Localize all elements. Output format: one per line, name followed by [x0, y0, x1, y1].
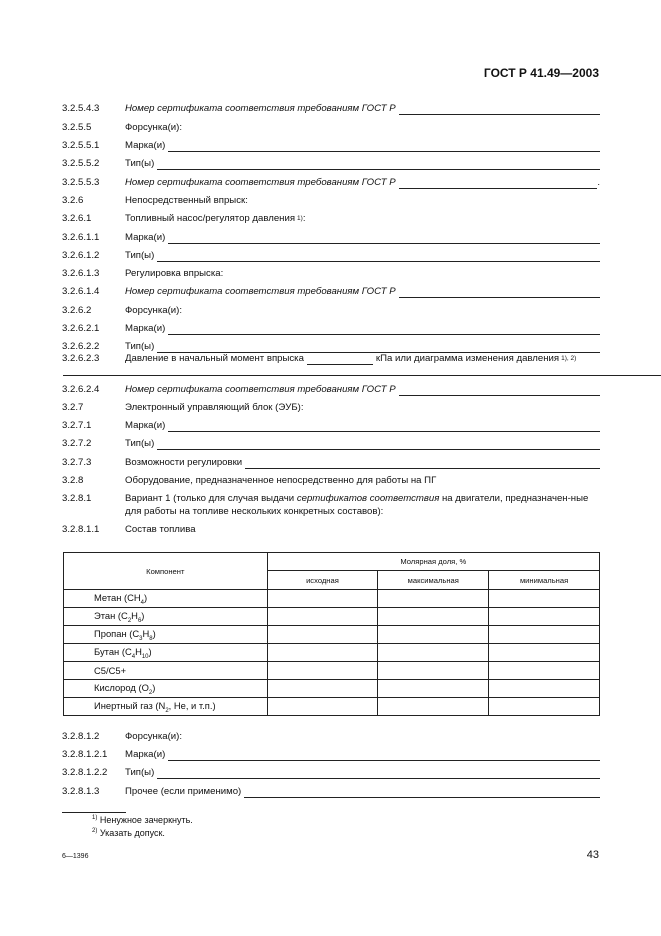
footnote-text: Ненужное зачеркнуть. — [99, 815, 193, 825]
table-cell[interactable] — [267, 680, 378, 698]
field-label: Тип(ы) — [125, 158, 155, 169]
input-line[interactable] — [168, 421, 600, 432]
variant-text-b: на двигатели, предназначен-ные для работы на топливе нескольких конкретных составов): — [125, 493, 589, 517]
field-label: Оборудование, предназначенное непосредственно для работы на ПГ — [125, 475, 437, 486]
footnote-mark: 2) — [92, 828, 98, 834]
footnote — [92, 815, 193, 825]
column-header-initial: исходная — [267, 571, 378, 590]
field-label: Топливный насос/регулятор давления — [125, 213, 296, 224]
section-number: 3.2.6.2.4 — [62, 384, 100, 395]
section-number: 3.2.6.1.4 — [62, 286, 100, 297]
input-line[interactable] — [399, 178, 598, 189]
table-cell[interactable] — [378, 698, 489, 716]
continuation-line[interactable] — [63, 375, 661, 376]
input-line[interactable] — [399, 287, 600, 298]
section-number: 3.2.6.1 — [62, 213, 92, 224]
table-row — [64, 698, 600, 716]
component-name: Пропан $(C_3H_8)$ — [64, 626, 268, 644]
table-cell[interactable] — [489, 662, 600, 680]
field-row — [62, 438, 600, 452]
field-row — [62, 524, 600, 538]
input-line[interactable] — [168, 750, 600, 761]
field-label: Тип(ы) — [125, 767, 155, 778]
section-number: 3.2.6.2.2 — [62, 341, 100, 352]
field-label: Номер сертификата соответствия требованиям ГОСТ Р — [125, 384, 396, 395]
section-number: 3.2.5.5 — [62, 122, 92, 133]
section-number: 3.2.8.1.3 — [62, 786, 100, 797]
field-label: Марка(и) — [125, 420, 166, 431]
field-row — [62, 213, 600, 227]
pressure-input-line[interactable] — [307, 354, 373, 365]
field-row — [62, 268, 600, 282]
footnote-ref: 1) — [297, 215, 303, 222]
footnote-ref: 1), 2) — [561, 355, 577, 362]
field-label: Марка(и) — [125, 140, 166, 151]
table-row — [64, 626, 600, 644]
section-number: 3.2.8.1.2 — [62, 731, 100, 742]
section-number: 3.2.6.1.1 — [62, 232, 100, 243]
section-number: 3.2.6.2.3 — [62, 353, 100, 364]
input-line[interactable] — [157, 768, 600, 779]
field-row — [62, 457, 600, 471]
table-cell[interactable] — [267, 590, 378, 608]
variant-text-a: Вариант 1 (только для случая выдачи — [125, 493, 297, 504]
input-line[interactable] — [168, 324, 600, 335]
field-row — [62, 195, 600, 209]
field-row — [62, 177, 600, 191]
section-number: 3.2.5.4.3 — [62, 103, 100, 114]
field-label: Тип(ы) — [125, 341, 155, 352]
component-name: C5/C5+ — [64, 662, 268, 680]
table-cell[interactable] — [378, 644, 489, 662]
input-line[interactable] — [399, 385, 600, 396]
field-row — [62, 384, 600, 398]
field-label: Регулировка впрыска: — [125, 268, 224, 279]
field-tail: . — [597, 177, 600, 188]
footnote — [92, 828, 165, 838]
column-header-molar-fraction: Молярная доля, % — [267, 553, 599, 571]
column-header-max: максимальная — [378, 571, 489, 590]
table-row — [64, 680, 600, 698]
field-row — [62, 749, 600, 763]
table-cell[interactable] — [489, 644, 600, 662]
field-row — [62, 158, 600, 172]
section-number: 3.2.8 — [62, 475, 84, 486]
input-line[interactable] — [168, 141, 600, 152]
field-row — [62, 140, 600, 154]
table-row — [64, 590, 600, 608]
section-number: 3.2.6.1.2 — [62, 250, 100, 261]
fuel-composition-table — [63, 552, 600, 716]
pressure-row — [62, 353, 600, 367]
field-label: Форсунка(и): — [125, 731, 183, 742]
table-cell[interactable] — [378, 680, 489, 698]
table-row — [64, 608, 600, 626]
table-cell[interactable] — [267, 698, 378, 716]
table-row — [64, 662, 600, 680]
section-number: 3.2.6.2 — [62, 305, 92, 316]
component-name: Инертный газ ($N_2$, He, и т.п.) — [64, 698, 268, 716]
section-number: 3.2.7.2 — [62, 438, 92, 449]
section-number: 3.2.5.5.2 — [62, 158, 100, 169]
table-cell[interactable] — [267, 608, 378, 626]
document-title: ГОСТ Р 41.49—2003 — [483, 66, 599, 80]
table-cell[interactable] — [378, 626, 489, 644]
field-label: Прочее (если применимо) — [125, 786, 242, 797]
component-name: Кислород $(O_2)$ — [64, 680, 268, 698]
field-label: Марка(и) — [125, 323, 166, 334]
field-row — [62, 786, 600, 800]
footnote-separator — [62, 812, 126, 813]
table-cell[interactable] — [489, 626, 600, 644]
table-cell[interactable] — [489, 680, 600, 698]
section-number: 3.2.8.1.1 — [62, 524, 100, 535]
field-row — [62, 323, 600, 337]
section-number: 3.2.6.1.3 — [62, 268, 100, 279]
field-label: Марка(и) — [125, 232, 166, 243]
field-row — [62, 305, 600, 319]
field-label: Форсунка(и): — [125, 305, 183, 316]
section-number: 3.2.6.2.1 — [62, 323, 100, 334]
field-label: Марка(и) — [125, 749, 166, 760]
variant-text-italic: сертификатов соответствия — [296, 493, 440, 504]
field-row — [62, 731, 600, 745]
table-cell[interactable] — [378, 590, 489, 608]
pressure-unit-label: кПа или диаграмма изменения давления — [375, 353, 560, 364]
field-row — [62, 250, 600, 264]
input-line[interactable] — [157, 342, 600, 353]
field-label: Номер сертификата соответствия требованиям ГОСТ Р — [125, 286, 396, 297]
table-cell[interactable] — [489, 590, 600, 608]
section-number: 3.2.7.3 — [62, 457, 92, 468]
section-number: 3.2.5.5.3 — [62, 177, 100, 188]
variant-paragraph — [125, 492, 600, 518]
field-row — [62, 103, 600, 117]
section-number: 3.2.8.1 — [62, 493, 92, 504]
pressure-label: Давление в начальный момент впрыска — [125, 353, 304, 364]
table-cell[interactable] — [489, 608, 600, 626]
table-cell[interactable] — [267, 626, 378, 644]
input-line[interactable] — [157, 439, 600, 450]
field-tail: : — [302, 213, 306, 224]
column-header-component: Компонент — [64, 553, 268, 590]
section-number: 3.2.7.1 — [62, 420, 92, 431]
component-name: Бутан $(C_4H_{10})$ — [64, 644, 268, 662]
component-name: Этан $(C_2H_6)$ — [64, 608, 268, 626]
print-code: 6—1396 — [62, 853, 89, 860]
input-line[interactable] — [399, 104, 600, 115]
field-row — [62, 475, 600, 489]
section-number: 3.2.5.5.1 — [62, 140, 100, 151]
table-cell[interactable] — [267, 662, 378, 680]
section-number: 3.2.6 — [62, 195, 84, 206]
table-row — [64, 644, 600, 662]
page-number: 43 — [586, 849, 599, 861]
field-row — [62, 420, 600, 434]
field-label: Состав топлива — [125, 524, 196, 535]
table-cell[interactable] — [267, 644, 378, 662]
input-line[interactable] — [168, 233, 600, 244]
field-label: Форсунка(и): — [125, 122, 183, 133]
field-label: Непосредственный впрыск: — [125, 195, 248, 206]
field-label: Возможности регулировки — [125, 457, 243, 468]
input-line[interactable] — [157, 159, 600, 170]
field-label: Электронный управляющий блок (ЭУБ): — [125, 402, 304, 413]
footnote-mark: 1) — [92, 815, 98, 821]
table-cell[interactable] — [378, 662, 489, 680]
input-line[interactable] — [157, 251, 600, 262]
table-cell[interactable] — [378, 608, 489, 626]
field-label: Номер сертификата соответствия требованиям ГОСТ Р — [125, 103, 396, 114]
field-row — [62, 286, 600, 300]
field-row — [62, 767, 600, 781]
field-label: Тип(ы) — [125, 250, 155, 261]
field-row — [62, 122, 600, 136]
column-header-min: минимальная — [489, 571, 600, 590]
section-number: 3.2.7 — [62, 402, 84, 413]
input-line[interactable] — [244, 787, 600, 798]
section-number: 3.2.8.1.2.2 — [62, 767, 108, 778]
field-row — [62, 232, 600, 246]
field-row — [62, 402, 600, 416]
footnote-text: Указать допуск. — [99, 828, 165, 838]
input-line[interactable] — [245, 458, 600, 469]
table-cell[interactable] — [489, 698, 600, 716]
field-label: Тип(ы) — [125, 438, 155, 449]
section-number: 3.2.8.1.2.1 — [62, 749, 108, 760]
field-label: Номер сертификата соответствия требованиям ГОСТ Р — [125, 177, 396, 188]
component-name: Метан $(CH_4)$ — [64, 590, 268, 608]
